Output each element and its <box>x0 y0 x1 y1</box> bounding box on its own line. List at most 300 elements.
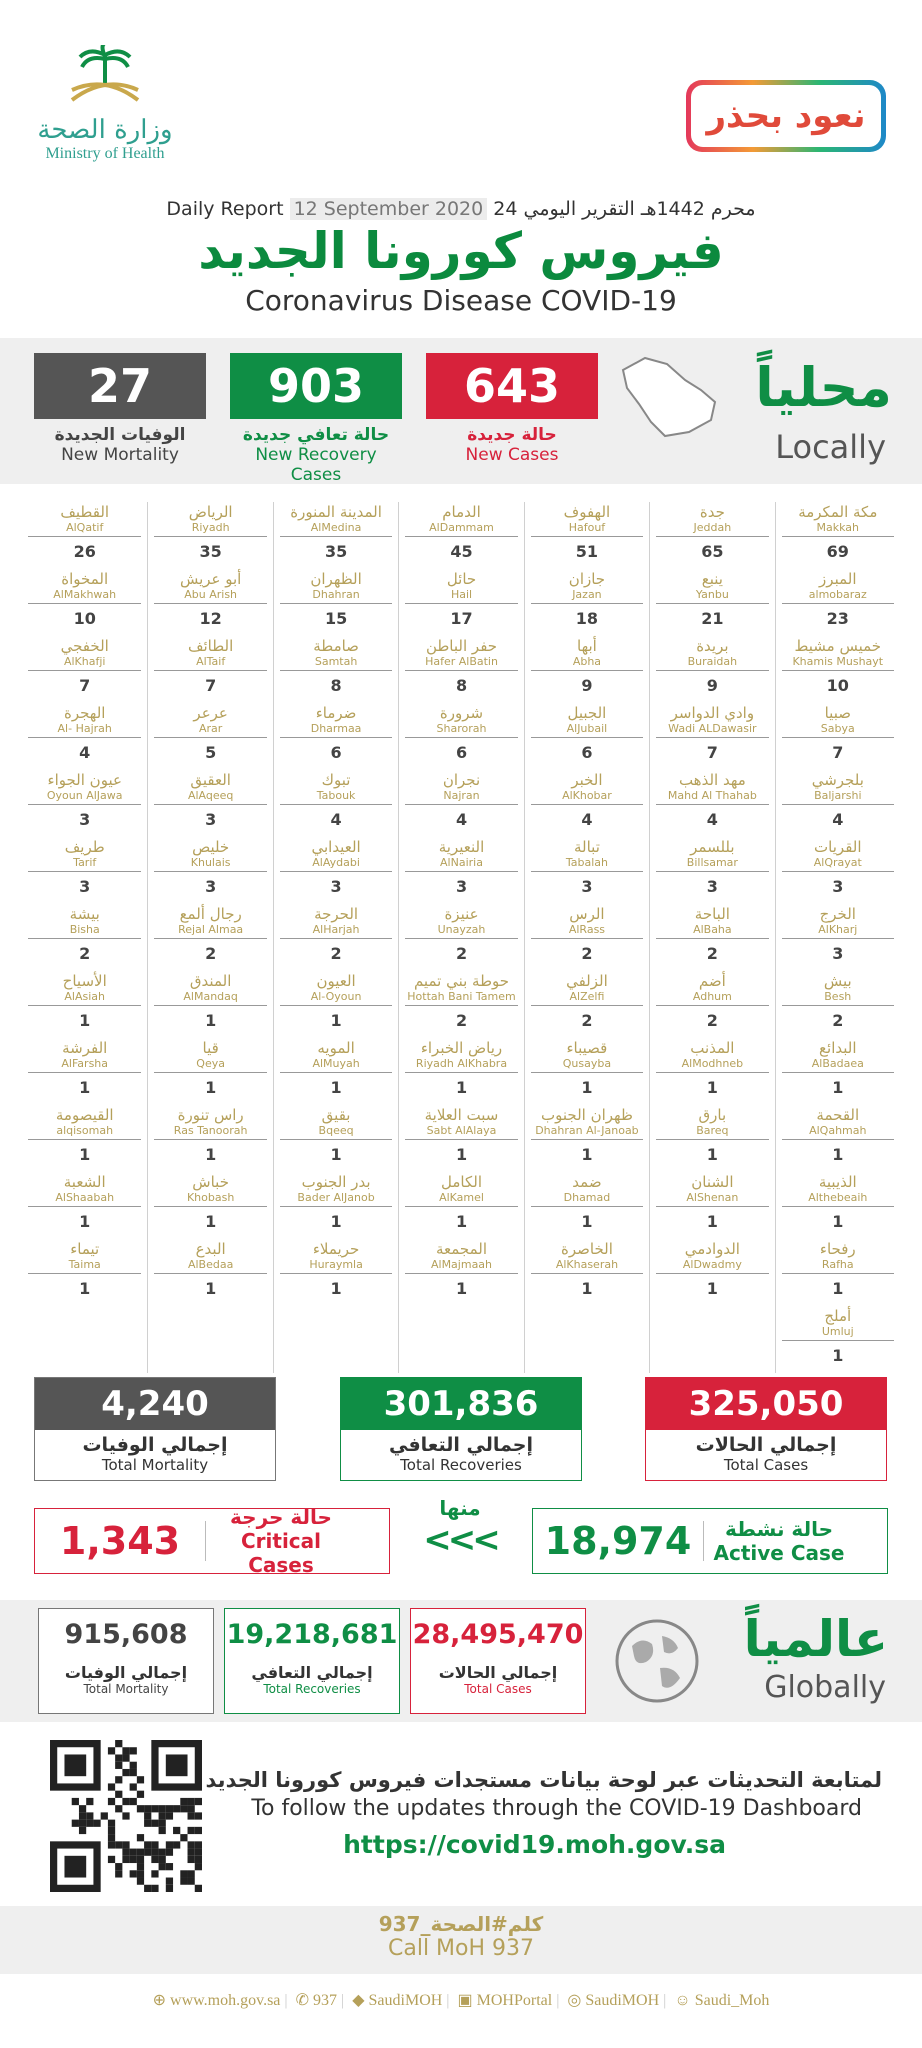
city-item <box>280 1172 392 1239</box>
moh-name-ar: وزارة الصحة <box>37 115 173 145</box>
city-item <box>280 1105 392 1172</box>
report-date-ar: 24 محرم 1442هـ <box>493 198 756 220</box>
city-name-ar: صامطة <box>313 637 359 655</box>
global-cases-label-ar: إجمالي الحالات <box>438 1663 558 1682</box>
city-name-en: AlHarjah <box>280 923 392 939</box>
city-name-en: Dhahran Al-Janoab <box>531 1124 643 1140</box>
active-cases-label <box>704 1517 854 1565</box>
city-case-count: 51 <box>575 542 599 561</box>
city-name-ar: عيون الجواء <box>47 771 122 789</box>
arrows-left-icon: <<< <box>423 1520 497 1560</box>
total-mortality-label-ar: إجمالي الوفيات <box>82 1434 228 1456</box>
city-name-en: AlTaif <box>154 655 266 671</box>
city-case-count: 1 <box>832 1279 844 1298</box>
new-mortality-value: 27 <box>34 353 206 419</box>
city-name-en: Sabya <box>782 722 894 738</box>
city-name-ar: نجران <box>442 771 481 789</box>
city-item <box>28 703 141 770</box>
city-name-ar: رجال ألمع <box>179 905 242 923</box>
city-case-count: 4 <box>79 743 91 762</box>
city-name-ar: حفر الباطن <box>425 637 498 655</box>
city-case-count: 3 <box>330 877 342 896</box>
city-case-count: 1 <box>706 1078 718 1097</box>
city-case-count: 4 <box>706 810 718 829</box>
global-mortality <box>38 1608 214 1714</box>
city-case-count: 1 <box>832 1145 844 1164</box>
call-banner <box>0 1906 922 1974</box>
city-item <box>782 971 894 1038</box>
city-case-count: 3 <box>706 877 718 896</box>
city-name-ar: الشنان <box>691 1173 734 1191</box>
city-case-count: 12 <box>199 609 222 628</box>
city-case-count: 8 <box>455 676 468 695</box>
city-item <box>782 770 894 837</box>
city-case-count: 1 <box>205 1011 217 1030</box>
city-item <box>280 1239 392 1306</box>
city-name-en: Baljarshi <box>782 789 894 805</box>
city-case-count: 35 <box>324 542 348 561</box>
city-name-ar: تبوك <box>321 771 351 789</box>
city-case-count: 1 <box>205 1212 217 1231</box>
city-name-ar: القريات <box>814 838 862 856</box>
city-name-en: AlQatif <box>28 521 141 537</box>
new-cases-stat <box>426 353 598 465</box>
city-case-count: 2 <box>832 1011 844 1030</box>
city-item <box>154 904 266 971</box>
city-item <box>782 569 894 636</box>
city-name-en: Huraymla <box>280 1258 392 1274</box>
city-item <box>782 1038 894 1105</box>
city-name-en: AlMandaq <box>154 990 266 1006</box>
global-recoveries-label-en: Total Recoveries <box>263 1682 361 1696</box>
city-item <box>656 1239 768 1306</box>
city-case-count: 1 <box>330 1145 342 1164</box>
city-case-count: 1 <box>581 1078 593 1097</box>
city-item <box>280 971 392 1038</box>
website-link[interactable] <box>153 1992 281 2009</box>
new-cases-value: 643 <box>426 353 598 419</box>
city-name-en: AlNairia <box>405 856 517 872</box>
local-summary <box>0 338 922 484</box>
city-name-en: AlMajmaah <box>405 1258 517 1274</box>
city-name-ar: صبيا <box>824 704 851 722</box>
total-cases <box>645 1377 887 1481</box>
global-recoveries-value: 19,218,681 <box>226 1619 398 1650</box>
report-date-en: 12 September 2020 <box>290 198 488 220</box>
city-name-ar: عرعر <box>193 704 228 722</box>
phone-link[interactable] <box>296 1992 337 2009</box>
city-name-en: Adhum <box>656 990 768 1006</box>
city-name-en: Bisha <box>28 923 141 939</box>
city-case-count: 1 <box>455 1279 468 1298</box>
city-name-ar: ضمد <box>572 1173 602 1191</box>
city-name-en: Tarif <box>28 856 141 872</box>
city-name-en: AlDwadmy <box>656 1258 768 1274</box>
city-item <box>280 636 392 703</box>
city-item <box>656 837 768 904</box>
city-case-count: 69 <box>826 542 849 561</box>
city-column <box>147 502 272 1373</box>
global-summary <box>0 1600 922 1722</box>
city-case-count: 2 <box>706 944 718 963</box>
active-cases-value: 18,974 <box>544 1519 692 1563</box>
city-item <box>28 837 141 904</box>
city-name-en: Arar <box>154 722 266 738</box>
city-name-ar: البدائع <box>819 1039 857 1057</box>
city-name-en: Sabt AlAlaya <box>405 1124 517 1140</box>
city-name-en: AlRass <box>531 923 643 939</box>
city-item <box>531 1172 643 1239</box>
dashboard-link[interactable]: https://covid19.moh.gov.sa <box>343 1830 726 1859</box>
city-name-ar: بلجرشي <box>811 771 864 789</box>
city-item <box>405 636 517 703</box>
city-name-ar: خليص <box>192 838 230 856</box>
new-cases-label-en: New Cases <box>465 445 559 465</box>
city-name-ar: الخاصرة <box>561 1240 613 1258</box>
city-name-ar: الهجرة <box>63 704 106 722</box>
city-name-en: AlShaabah <box>28 1191 141 1207</box>
city-item <box>531 770 643 837</box>
city-case-count: 2 <box>330 944 342 963</box>
city-name-en: AlZelfi <box>531 990 643 1006</box>
city-case-count: 45 <box>450 542 473 561</box>
city-name-ar: المدينة المنورة <box>290 503 382 521</box>
city-case-count: 6 <box>330 743 342 762</box>
city-name-en: AlFarsha <box>28 1057 141 1073</box>
active-cases-box <box>532 1508 888 1574</box>
qr-code-icon[interactable] <box>50 1740 202 1892</box>
city-item <box>531 1038 643 1105</box>
campaign-text: نعود بحذر <box>691 85 881 147</box>
city-item <box>656 1038 768 1105</box>
saudi-map-icon <box>615 350 725 440</box>
city-name-ar: بيشة <box>69 905 100 923</box>
city-name-ar: المندق <box>189 972 232 990</box>
city-case-count: 26 <box>73 542 96 561</box>
city-name-en: Dharmaa <box>280 722 392 738</box>
city-name-en: AlKhafji <box>28 655 141 671</box>
city-name-en: Khamis Mushayt <box>782 655 894 671</box>
phone-icon: ✆ <box>295 1992 309 2009</box>
city-name-en: AlMakhwah <box>28 588 141 604</box>
city-name-ar: القطيف <box>60 503 110 521</box>
twitter-link[interactable] <box>352 1992 442 2009</box>
city-item <box>782 1172 894 1239</box>
city-name-en: Samtah <box>280 655 392 671</box>
city-name-ar: جازان <box>568 570 606 588</box>
city-item <box>405 837 517 904</box>
city-item <box>531 569 643 636</box>
city-case-count: 2 <box>79 944 91 963</box>
city-name-en: AlAqeeq <box>154 789 266 805</box>
youtube-link[interactable] <box>458 1992 553 2009</box>
city-case-count: 1 <box>581 1212 593 1231</box>
new-recovery-value: 903 <box>230 353 402 419</box>
of-which-indicator <box>420 1496 500 1560</box>
city-name-en: Dhamad <box>531 1191 643 1207</box>
header <box>0 0 922 330</box>
total-cases-label-ar: إجمالي الحالات <box>695 1434 837 1456</box>
city-case-count: 9 <box>706 676 718 695</box>
city-case-count: 6 <box>581 743 593 762</box>
daily-report-en: Daily Report <box>166 198 284 220</box>
website-text: www.moh.gov.sa <box>170 1992 281 2009</box>
active-cases-label-en: Active Case <box>713 1541 845 1565</box>
critical-cases-box <box>34 1505 390 1577</box>
city-name-en: Qeya <box>154 1057 266 1073</box>
total-mortality-label-en: Total Mortality <box>101 1456 209 1474</box>
city-case-count: 1 <box>330 1078 342 1097</box>
city-name-en: Riyadh <box>154 521 266 537</box>
city-name-ar: المويه <box>317 1039 355 1057</box>
city-case-count: 1 <box>79 1078 91 1097</box>
city-item <box>154 1172 266 1239</box>
city-name-ar: الشعبة <box>63 1173 106 1191</box>
total-recoveries-value: 301,836 <box>341 1378 581 1430</box>
city-name-ar: الحرجة <box>314 905 359 923</box>
footer: ⊕ www.moh.gov.sa | ✆ 937 | ◆ SaudiMOH | ▣ MOHPortal | ◎ SaudiMOH | ☺ Saudi_Moh <box>152 1992 770 2009</box>
city-name-en: AlKharj <box>782 923 894 939</box>
snapchat-icon: ☺ <box>674 1992 691 2009</box>
city-item <box>280 904 392 971</box>
city-item <box>154 1038 266 1105</box>
city-name-en: almobaraz <box>782 588 894 604</box>
city-case-count: 1 <box>330 1011 342 1030</box>
city-item <box>154 636 266 703</box>
city-item <box>656 569 768 636</box>
instagram-text: SaudiMOH <box>585 1992 660 2009</box>
city-item <box>280 1038 392 1105</box>
city-name-en: Rafha <box>782 1258 894 1274</box>
city-name-ar: مهد الذهب <box>678 771 746 789</box>
of-which-label: منها <box>439 1496 481 1520</box>
city-name-en: Al- Hajrah <box>28 722 141 738</box>
city-column <box>775 502 900 1373</box>
city-case-count: 4 <box>832 810 844 829</box>
city-name-ar: ضرماء <box>315 704 357 722</box>
twitter-text: SaudiMOH <box>368 1992 443 2009</box>
locally-label-en: Locally <box>775 428 886 466</box>
city-name-en: Unayzah <box>405 923 517 939</box>
city-item <box>28 1172 141 1239</box>
city-name-ar: بارق <box>698 1106 727 1124</box>
city-case-count: 18 <box>575 609 599 628</box>
city-item <box>782 636 894 703</box>
city-name-en: AlBadaea <box>782 1057 894 1073</box>
global-recoveries <box>224 1608 400 1714</box>
city-item <box>782 1105 894 1172</box>
twitter-icon: ◆ <box>352 1992 365 2009</box>
city-name-en: Yanbu <box>656 588 768 604</box>
city-item <box>154 1105 266 1172</box>
city-name-ar: طريف <box>64 838 105 856</box>
city-name-en: Taima <box>28 1258 141 1274</box>
city-case-count: 3 <box>79 810 91 829</box>
total-recoveries-label-en: Total Recoveries <box>400 1456 522 1474</box>
city-item <box>280 770 392 837</box>
city-name-en: Umluj <box>782 1325 894 1341</box>
city-name-en: AlQrayat <box>782 856 894 872</box>
city-item <box>154 569 266 636</box>
city-name-ar: المذنب <box>690 1039 735 1057</box>
city-item <box>782 904 894 971</box>
city-item <box>405 1239 517 1306</box>
city-name-en: Dhahran <box>280 588 392 604</box>
city-case-count: 4 <box>330 810 342 829</box>
city-name-en: AlKhobar <box>531 789 643 805</box>
city-case-count: 21 <box>701 609 724 628</box>
new-mortality-label-ar: الوفيات الجديدة <box>54 425 186 445</box>
city-name-en: AlAydabi <box>280 856 392 872</box>
city-case-count: 3 <box>455 877 468 896</box>
city-item <box>154 502 266 569</box>
cities-grid <box>22 502 900 1364</box>
new-recovery-label-en: New Recovery Cases <box>255 445 377 485</box>
global-cases <box>410 1608 586 1714</box>
city-name-ar: العيون <box>316 972 356 990</box>
critical-cases-label <box>206 1505 356 1577</box>
city-name-ar: أبها <box>577 637 597 655</box>
city-case-count: 2 <box>455 944 468 963</box>
city-item <box>28 971 141 1038</box>
snapchat-link[interactable] <box>674 1992 769 2009</box>
city-name-en: Hail <box>405 588 517 604</box>
city-name-ar: الهفوف <box>563 503 611 521</box>
city-case-count: 1 <box>832 1078 844 1097</box>
city-item <box>405 569 517 636</box>
city-name-ar: وادي الدواسر <box>670 704 755 722</box>
city-name-ar: جدة <box>699 503 725 521</box>
city-name-en: AlMuyah <box>280 1057 392 1073</box>
total-cases-value: 325,050 <box>646 1378 886 1430</box>
city-case-count: 8 <box>330 676 342 695</box>
total-recoveries <box>340 1377 582 1481</box>
city-item <box>154 1239 266 1306</box>
city-name-en: AlQahmah <box>782 1124 894 1140</box>
city-name-ar: الخبر <box>571 771 603 789</box>
city-case-count: 10 <box>826 676 849 695</box>
globe-icon <box>612 1616 702 1706</box>
city-name-ar: الظهران <box>310 570 362 588</box>
city-item <box>28 1239 141 1306</box>
city-case-count: 1 <box>330 1212 342 1231</box>
city-name-ar: الرياض <box>188 503 233 521</box>
city-item <box>656 1172 768 1239</box>
follow-text-ar: لمتابعة التحديثات عبر لوحة بيانات مستجدات فيروس كورونا الجديد <box>205 1768 882 1792</box>
city-name-en: Sharorah <box>405 722 517 738</box>
city-case-count: 1 <box>832 1346 844 1365</box>
city-case-count: 1 <box>455 1212 468 1231</box>
portal-text: MOHPortal <box>476 1992 553 2009</box>
city-name-ar: الخرج <box>819 905 856 923</box>
city-case-count: 3 <box>205 877 217 896</box>
city-name-ar: أضم <box>698 972 726 990</box>
city-case-count: 2 <box>205 944 217 963</box>
city-name-en: Bareq <box>656 1124 768 1140</box>
city-case-count: 10 <box>73 609 96 628</box>
city-name-ar: البدع <box>195 1240 226 1258</box>
city-case-count: 3 <box>79 877 91 896</box>
city-name-en: Ras Tanoorah <box>154 1124 266 1140</box>
city-item <box>28 1038 141 1105</box>
city-name-en: Najran <box>405 789 517 805</box>
city-name-en: Abha <box>531 655 643 671</box>
city-item <box>28 904 141 971</box>
city-item <box>405 1172 517 1239</box>
city-name-en: Abu Arish <box>154 588 266 604</box>
city-case-count: 1 <box>706 1212 718 1231</box>
city-name-ar: الباحة <box>694 905 730 923</box>
city-name-en: Jazan <box>531 588 643 604</box>
new-recovery-stat <box>230 353 402 485</box>
city-case-count: 6 <box>455 743 468 762</box>
city-name-ar: تيماء <box>70 1240 100 1258</box>
city-name-en: Khobash <box>154 1191 266 1207</box>
city-name-ar: الكامل <box>441 1173 482 1191</box>
city-item <box>531 636 643 703</box>
city-item <box>782 502 894 569</box>
city-item <box>405 703 517 770</box>
city-case-count: 1 <box>706 1279 718 1298</box>
city-name-ar: الطائف <box>187 637 234 655</box>
city-case-count: 3 <box>832 944 844 963</box>
city-name-en: Billsamar <box>656 856 768 872</box>
city-name-en: AlModhneb <box>656 1057 768 1073</box>
city-name-ar: الخفجي <box>60 637 109 655</box>
city-column <box>649 502 774 1373</box>
city-column <box>398 502 523 1373</box>
city-item <box>154 837 266 904</box>
page-title-ar: فيروس كورونا الجديد <box>198 222 724 280</box>
city-name-en: Althebeaih <box>782 1191 894 1207</box>
city-item <box>154 703 266 770</box>
city-case-count: 1 <box>581 1145 593 1164</box>
city-item <box>531 1239 643 1306</box>
city-name-en: AlDammam <box>405 521 517 537</box>
city-column <box>524 502 649 1373</box>
city-name-en: Hottah Bani Tamem <box>405 990 517 1006</box>
city-item <box>531 837 643 904</box>
city-case-count: 3 <box>581 877 593 896</box>
city-item <box>656 502 768 569</box>
instagram-link[interactable] <box>567 1992 659 2009</box>
city-name-ar: بدر الجنوب <box>301 1173 371 1191</box>
city-name-ar: تبالة <box>573 838 600 856</box>
palm-swords-icon <box>60 45 150 115</box>
city-item <box>656 703 768 770</box>
city-item <box>782 1239 894 1306</box>
city-name-en: Hafouf <box>531 521 643 537</box>
city-item <box>782 837 894 904</box>
youtube-icon: ▣ <box>457 1992 473 2009</box>
city-case-count: 2 <box>706 1011 718 1030</box>
city-case-count: 1 <box>205 1279 217 1298</box>
city-name-en: Wadi ALDawasir <box>656 722 768 738</box>
city-case-count: 1 <box>706 1145 718 1164</box>
city-name-ar: ظهران الجنوب <box>540 1106 633 1124</box>
city-name-ar: العقيق <box>190 771 231 789</box>
city-case-count: 1 <box>205 1078 217 1097</box>
city-case-count: 1 <box>79 1212 91 1231</box>
city-item <box>280 703 392 770</box>
city-case-count: 5 <box>205 743 217 762</box>
city-case-count: 15 <box>324 609 348 628</box>
new-recovery-label-ar: حالة تعافي جديدة <box>242 425 390 445</box>
globally-label-ar: عالمياً <box>743 1610 888 1668</box>
total-cases-label-en: Total Cases <box>723 1456 809 1474</box>
city-item <box>405 502 517 569</box>
new-mortality-stat <box>34 353 206 465</box>
